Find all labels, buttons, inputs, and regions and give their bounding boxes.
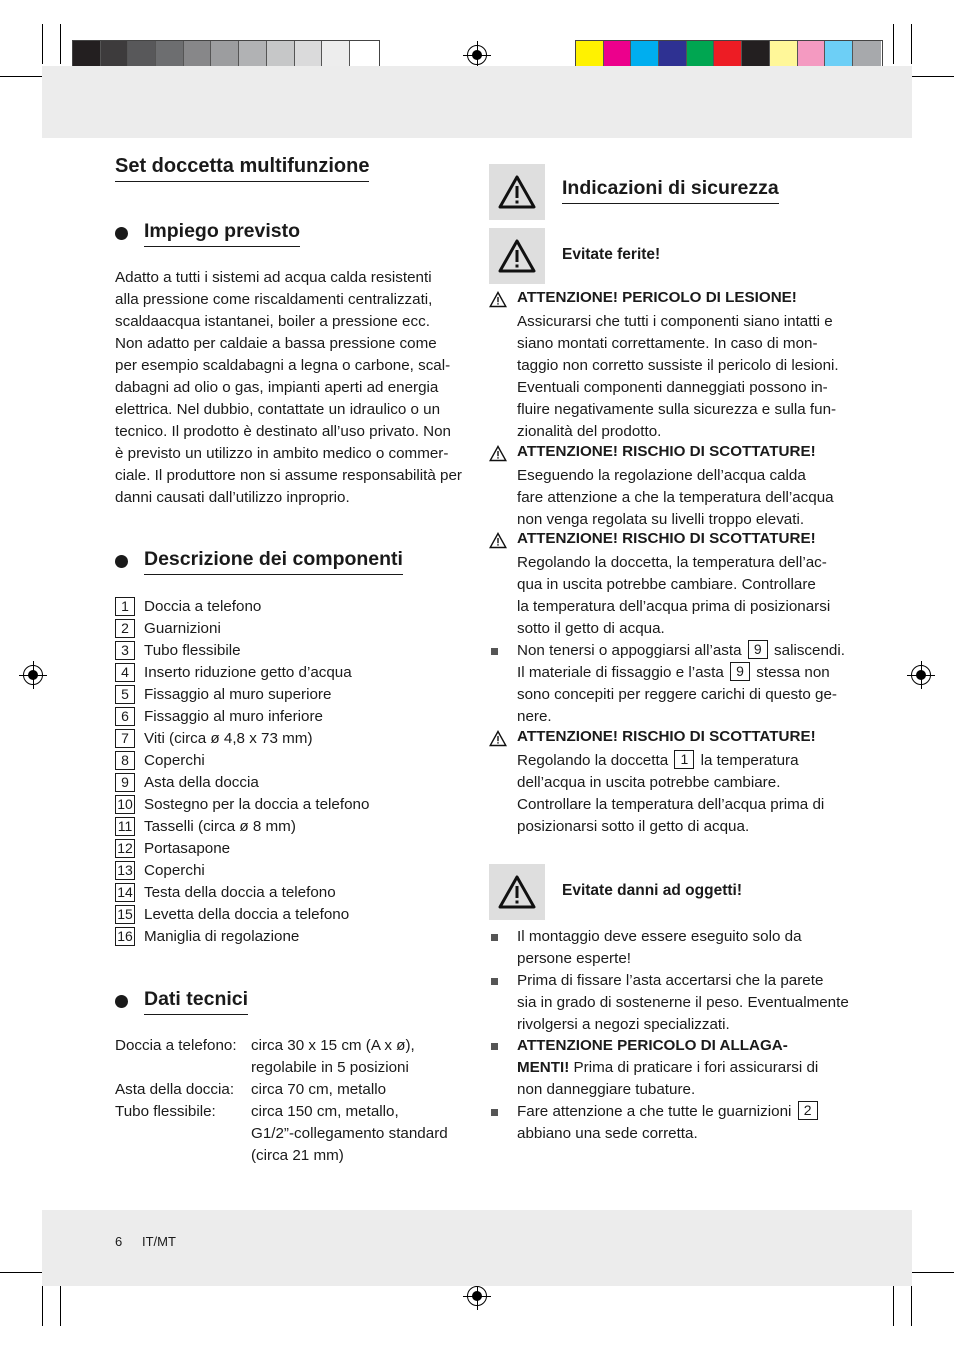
component-number: 6 — [115, 707, 135, 726]
warning-title: ATTENZIONE! PERICOLO DI LESIONE! — [517, 289, 797, 306]
tech-label: Tubo flessibile: — [115, 1103, 216, 1120]
color-swatch — [322, 41, 350, 69]
component-number: 7 — [115, 729, 135, 748]
component-item — [115, 640, 415, 662]
color-swatch — [211, 41, 239, 69]
text-line: tecnico. Il prodotto è destinato all’uso privato. Non — [115, 423, 452, 440]
component-label: Coperchi — [144, 861, 205, 879]
component-item — [115, 925, 415, 947]
component-number: 5 — [115, 685, 135, 704]
color-swatch — [73, 41, 101, 69]
warning-triangle-icon — [489, 532, 507, 549]
tech-label: Asta della doccia: — [115, 1081, 235, 1098]
component-ref: 1 — [674, 750, 694, 769]
component-ref: 2 — [798, 1101, 818, 1120]
text-line: la temperatura dell’acqua prima di posizionarsi — [517, 598, 831, 615]
intended-use-heading: Impiego previsto — [144, 220, 300, 247]
tech-row — [115, 1101, 448, 1167]
component-item — [115, 815, 415, 837]
component-item — [115, 772, 415, 794]
component-label: Maniglia di regolazione — [144, 927, 300, 945]
component-ref: 9 — [748, 640, 768, 659]
crop-mark — [60, 1286, 61, 1326]
component-number: 13 — [115, 861, 135, 880]
text-line: taggio non corretto sussiste il pericolo di lesioni. — [517, 357, 839, 374]
crop-mark — [893, 24, 894, 64]
section-bullet-icon — [115, 995, 128, 1008]
color-swatch — [576, 41, 604, 69]
intended-use-text — [115, 267, 462, 509]
color-swatch — [770, 41, 798, 69]
seal-check-text: Fare attenzione a che tutte le guarnizioni 2 abbiano una sede corretta. — [517, 1101, 820, 1145]
warning-title: ATTENZIONE! RISCHIO DI SCOTTATURE! — [517, 443, 816, 460]
component-item — [115, 706, 415, 728]
component-label: Guarnizioni — [144, 620, 221, 638]
crop-mark — [906, 76, 954, 77]
text-line: posizionarsi sotto il getto di acqua. — [517, 818, 750, 835]
tech-value: circa 30 x 15 cm (A x ø), regolabile in 5 posizioni — [251, 1037, 415, 1076]
text-line: Eseguendo la regolazione dell’acqua calda — [517, 467, 806, 484]
text-line: Regolando la doccetta, la temperatura dell’ac- — [517, 554, 827, 571]
section-bullet-icon — [115, 227, 128, 240]
square-bullet-icon — [491, 648, 498, 655]
component-number: 3 — [115, 641, 135, 660]
text-line: rivolgersi a negozi specializzati. — [517, 1016, 730, 1033]
damage-bullet-text — [517, 970, 849, 1036]
component-item — [115, 618, 415, 640]
warning-triangle-icon — [497, 874, 537, 910]
flooding-warning-text: ATTENZIONE PERICOLO DI ALLAGA- MENTI! Prima di praticare i fori assicurarsi di non danneggiare tubature. — [517, 1037, 819, 1098]
pole-warning-text: Non tenersi o appoggiarsi all’asta 9 saliscendi. Il materiale di fissaggio e l’asta 9 stessa non sono concepiti per reggere carichi di questo ge- nere. — [517, 641, 845, 725]
component-label: Fissaggio al muro superiore — [144, 686, 332, 704]
component-number: 10 — [115, 795, 135, 814]
color-swatch — [825, 41, 853, 69]
component-label: Sostegno per la doccia a telefono — [144, 795, 370, 813]
color-swatch — [631, 41, 659, 69]
crop-mark — [911, 1286, 912, 1326]
text-line: fare attenzione a che la temperatura dell’acqua — [517, 489, 834, 506]
color-swatch — [101, 41, 129, 69]
text-line: qua in uscita potrebbe cambiare. Controllare — [517, 576, 816, 593]
component-label: Doccia a telefono — [144, 598, 262, 616]
tech-row — [115, 1079, 448, 1101]
component-item — [115, 793, 415, 815]
warning-title: ATTENZIONE! RISCHIO DI SCOTTATURE! — [517, 530, 816, 547]
header-band — [42, 66, 912, 138]
registration-mark-icon — [467, 45, 487, 65]
crop-mark — [42, 1286, 43, 1326]
page-title: Set doccetta multifunzione — [115, 155, 369, 182]
color-swatch — [267, 41, 295, 69]
warning-triangle-icon — [497, 238, 537, 274]
color-swatch — [350, 41, 378, 69]
text-line: ciale. Il produttore non si assume responsabilità per — [115, 467, 462, 484]
text-line: Prima di fissare l’asta accertarsi che la parete — [517, 972, 824, 989]
warning-box — [489, 164, 545, 220]
tech-row — [115, 1035, 448, 1079]
component-label: Inserto riduzione getto d’acqua — [144, 664, 352, 682]
component-number: 9 — [115, 773, 135, 792]
color-swatch — [604, 41, 632, 69]
component-item — [115, 881, 415, 903]
color-swatch — [853, 41, 881, 69]
tech-value: circa 70 cm, metallo — [251, 1081, 387, 1098]
locale-code: IT/MT — [142, 1234, 176, 1249]
warning-triangle-icon — [497, 174, 537, 210]
text-line: Eventuali componenti danneggiati possono in- — [517, 379, 828, 396]
color-swatch — [128, 41, 156, 69]
component-number: 16 — [115, 927, 135, 946]
crop-mark — [60, 24, 61, 64]
component-number: 15 — [115, 905, 135, 924]
component-label: Levetta della doccia a telefono — [144, 905, 350, 923]
warning-triangle-icon — [489, 730, 507, 747]
text-line: danni causati dall’utilizzo inproprio. — [115, 489, 350, 506]
square-bullet-icon — [491, 978, 498, 985]
text-line: persone esperte! — [517, 950, 631, 967]
text-line: elettrica. Nel dubbio, contattate un idraulico o un — [115, 401, 441, 418]
component-label: Fissaggio al muro inferiore — [144, 708, 323, 726]
component-label: Tubo flessibile — [144, 642, 241, 660]
crop-mark — [0, 76, 48, 77]
component-label: Asta della doccia — [144, 773, 259, 791]
component-label: Coperchi — [144, 752, 205, 770]
text-line: non venga regolata su livelli troppo elevati. — [517, 511, 805, 528]
text-line: Il montaggio deve essere eseguito solo da — [517, 928, 802, 945]
warning-triangle-icon — [489, 445, 507, 462]
color-swatch — [714, 41, 742, 69]
text-line: zionalità del prodotto. — [517, 423, 662, 440]
component-number: 8 — [115, 751, 135, 770]
component-item — [115, 662, 415, 684]
damage-bullet-text — [517, 926, 802, 970]
text-line: per esempio scaldabagni a legna o carbone, scal- — [115, 357, 451, 374]
tech-label: Doccia a telefono: — [115, 1037, 237, 1054]
component-number: 2 — [115, 619, 135, 638]
component-ref: 9 — [730, 662, 750, 681]
warning-text: Regolando la doccetta 1 la temperatura dell’acqua in uscita potrebbe cambiare. Controllare la temperatura dell’acqua prima di posizionarsi sotto il getto di acqua. — [517, 750, 824, 838]
text-line: siano montati correttamente. In caso di mon- — [517, 335, 818, 352]
tech-heading: Dati tecnici — [144, 988, 248, 1015]
component-number: 4 — [115, 663, 135, 682]
color-swatch — [659, 41, 687, 69]
text-line: sia in grado di sostenerne il peso. Eventualmente — [517, 994, 849, 1011]
component-item — [115, 684, 415, 706]
page-number: 6 — [115, 1234, 123, 1249]
text-line: sotto il getto di acqua. — [517, 620, 665, 637]
color-swatch — [798, 41, 826, 69]
components-list — [115, 596, 415, 947]
registration-mark-icon — [467, 1286, 487, 1306]
component-item — [115, 903, 415, 925]
text-line: Adatto a tutti i sistemi ad acqua calda resistenti — [115, 269, 432, 286]
square-bullet-icon — [491, 1043, 498, 1050]
component-number: 11 — [115, 817, 135, 836]
text-line: dabagni ad olio o gas, impianti aperti ad energia — [115, 379, 439, 396]
component-item — [115, 750, 415, 772]
text-line: fluire negativamente sulla sicurezza e sulla fun- — [517, 401, 837, 418]
injury-heading: Evitate ferite! — [562, 246, 661, 263]
safety-heading: Indicazioni di sicurezza — [562, 177, 779, 204]
component-item — [115, 596, 415, 618]
crop-mark — [911, 24, 912, 64]
warning-text — [517, 465, 834, 531]
warning-triangle-icon — [489, 291, 507, 308]
crop-mark — [893, 1286, 894, 1326]
warning-box — [489, 864, 545, 920]
component-item — [115, 859, 415, 881]
color-swatch — [156, 41, 184, 69]
text-line: è previsto un utilizzo in ambito medico o commer- — [115, 445, 449, 462]
registration-mark-icon — [911, 665, 931, 685]
warning-title: ATTENZIONE! RISCHIO DI SCOTTATURE! — [517, 728, 816, 745]
component-label: Tasselli (circa ø 8 mm) — [144, 817, 296, 835]
tech-value: circa 150 cm, metallo, G1/2”-collegamento standard (circa 21 mm) — [251, 1103, 448, 1164]
square-bullet-icon — [491, 934, 498, 941]
square-bullet-icon — [491, 1109, 498, 1116]
damage-heading: Evitate danni ad oggetti! — [562, 882, 742, 899]
component-number: 14 — [115, 883, 135, 902]
crop-mark — [906, 1272, 954, 1273]
color-swatch — [742, 41, 770, 69]
warning-text — [517, 552, 830, 640]
component-label: Viti (circa ø 4,8 x 73 mm) — [144, 730, 313, 748]
component-label: Portasapone — [144, 839, 231, 857]
text-line: alla pressione come riscaldamenti centralizzati, — [115, 291, 433, 308]
text-line: Controllare la temperatura dell’acqua prima di — [517, 796, 825, 813]
component-number: 12 — [115, 839, 135, 858]
components-heading: Descrizione dei componenti — [144, 548, 403, 575]
component-item — [115, 728, 415, 750]
component-number: 1 — [115, 597, 135, 616]
color-swatch — [239, 41, 267, 69]
color-swatch — [687, 41, 715, 69]
warning-box — [489, 228, 545, 284]
text-line: Non adatto per caldaie a bassa pressione come — [115, 335, 437, 352]
component-label: Testa della doccia a telefono — [144, 883, 336, 901]
crop-mark — [0, 1272, 48, 1273]
tech-data-table — [115, 1035, 448, 1167]
component-item — [115, 837, 415, 859]
text-line: scaldaacqua istantanei, boiler a pressione ecc. — [115, 313, 430, 330]
registration-mark-icon — [23, 665, 43, 685]
color-swatch — [184, 41, 212, 69]
section-bullet-icon — [115, 555, 128, 568]
warning-text — [517, 311, 839, 443]
color-swatch — [295, 41, 323, 69]
text-line: dell’acqua in uscita potrebbe cambiare. — [517, 774, 781, 791]
text-line: Assicurarsi che tutti i componenti siano intatti e — [517, 313, 833, 330]
crop-mark — [42, 24, 43, 64]
